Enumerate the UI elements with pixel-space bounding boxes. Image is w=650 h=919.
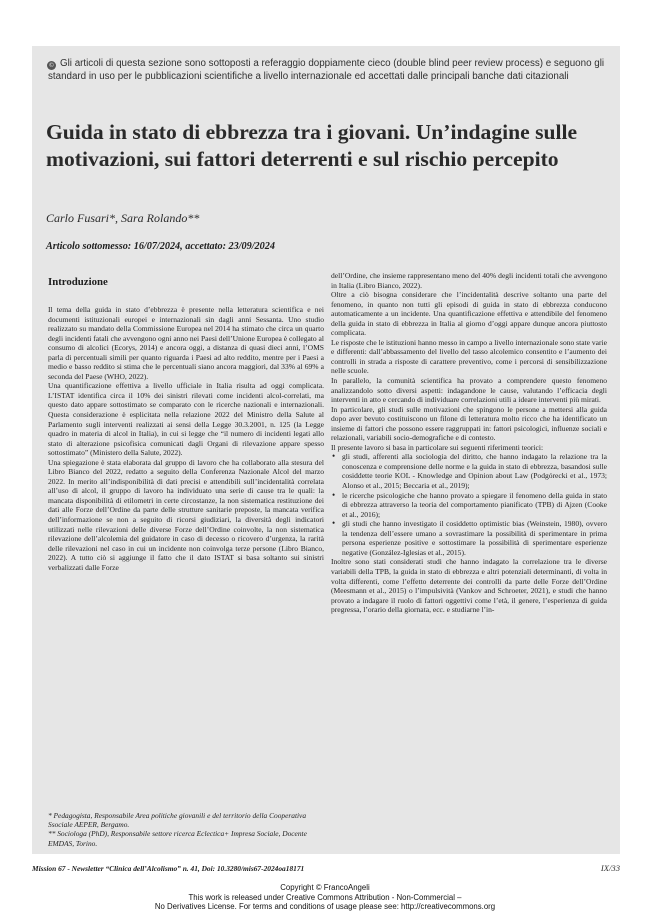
body-paragraph: Il tema della guida in stato d’ebbrezza è presente nella letteratura scientifica e nei documenti istituzionali europei e internazionali sin dagli anni Sessanta. Uno studio realizzato su mandato della Commissione Europea nel 2014 ha stimato che circa un quarto degli incidenti fatali che avvengono ogni anno nei Paesi dell’Unione Europea è collegato al consumo di alcolici (Ecorys, 2014) e ancora oggi, a distanza di quasi dieci anni, l’OMS parla di percentuali simili per quanto riguarda i Paesi ad alto reddito, mentre per i Paesi a medio e basso reddito si stima che le percentuali siano ancora maggiori, dal 33% al 69% a seconda del Paese (WHO, 2022). — [48, 305, 324, 381]
body-paragraph: dell’Ordine, che insieme rappresentano meno del 40% degli incidenti totali che avvengono in Italia (Libro Bianco, 2022). — [331, 271, 607, 290]
body-paragraph: Una spiegazione è stata elaborata dal gruppo di lavoro che ha collaborato alla stesura del Libro Bianco del 2022, redatto a seguito della Conferenza Nazionale Alcol del marzo 2022. In merito all’indisponibilità di dati precisi e attendibili sull’incidentalità correlata all’uso di alcol, il gruppo di lavoro ha individuato una serie di cause tra le quali: la mancata disponibilità di etilometri in certe circostanze, la non sistematica restituzione dei dati alle Forze dell’Ordine da parte delle strutture sanitarie preposte, la mancata verifica dell’informazione se non a seguito di ricorsi giudiziari, la diversità degli indicatori utilizzati nelle rilevazioni delle diverse Forze dell’Ordine coinvolte, la non sistematica rilevazione dell’alcolemia del guidatore in caso di decesso o ricovero d’urgenza, la rarità delle rilevazioni nel caso in cui un incidente non coinvolga terze persone (Libro Bianco, 2022). A tutto ciò si aggiunge il fatto che il dato ISTAT si basa soltanto sui sinistri verbalizzati dalle Forze — [48, 457, 324, 572]
copyright-block — [0, 883, 650, 912]
footnote: ** Sociologa (PhD), Responsabile settore ricerca Eclectica+ Impresa Sociale, Docente EMDAS, Torino. — [48, 829, 307, 848]
list-item: • le ricerche psicologiche che hanno provato a spiegare il fenomeno della guida in stato di ebbrezza attraverso la teoria del comportamento pianificato (TPB) di Ajzen (Cooke et al., 2016); — [342, 491, 607, 520]
article-title: Guida in stato di ebbrezza tra i giovani. Un’indagine sulle motivazioni, sui fattori deterrenti e sul rischio percepito — [46, 120, 578, 171]
peer-review-notice: Gli articoli di questa sezione sono sottoposti a referaggio doppiamente cieco (double blind peer review process) e seguono gli standard in uso per le pubblicazioni scientifiche a livello internazionale ed accettati dalle principali banche dati citazionali — [48, 58, 605, 82]
body-paragraph: Una quantificazione effettiva a livello ufficiale in Italia risulta ad oggi complicata. L’ISTAT identifica circa il 10% dei sinistri rilevati come incidenti alcol-correlati, ma questo dato appare sottostimato se comparato con le ricerche nazionali e internazionali. Questa considerazione è esplicitata nella relazione 2022 del Ministro della Salute al Parlamento sugli interventi realizzati ai sensi della Legge 30.3.2001, n. 125 (la Legge quadro in materia di alcol in Italia), in cui si legge che “il numero di incidenti legati allo stato di alterazione psicofisica comunicati dagli Organi di rilevazione appare spesso sottostimato” (Ministero della Salute, 2022). — [48, 381, 324, 458]
left-column — [48, 276, 324, 572]
journal-citation: Mission 67 - Newsletter “Clinica dell’Alcolismo” n. 41, Doi: 10.3280/mis67-2024oa18171 — [32, 864, 305, 873]
body-paragraph: Le risposte che le istituzioni hanno messo in campo a livello internazionale sono state varie e differenti: dall’abbassamento del livello del tasso alcolemico consentito e l’aumento dei controlli in strada a risposte di carattere preventivo, come i percorsi di sensibilizzazione nelle scuole. — [331, 337, 607, 376]
submission-dates: Articolo sottomesso: 16/07/2024, accettato: 23/09/2024 — [46, 241, 275, 252]
body-paragraph: In parallelo, la comunità scientifica ha provato a comprendere questo fenomeno analizzandolo sotto diversi aspetti: indagandone le cause, valutando l’efficacia degli interventi in atto e cercando di individuare correlazioni utili a ideare interventi più mirati. — [331, 376, 607, 405]
body-paragraph: Oltre a ciò bisogna considerare che l’incidentalità descrive soltanto una parte del fenomeno, in quanto non tutti gli episodi di guida in stato di ebbrezza conducono automaticamente a un incidente. Una quantificazione effettiva e attendibile del fenomeno della guida in stato di ebbrezza in Italia al giorno d’oggi appare dunque ancora piuttosto complicata. — [331, 290, 607, 338]
theory-list — [331, 452, 607, 557]
right-column — [331, 271, 607, 615]
body-paragraph: Il presente lavoro si basa in particolare sui seguenti riferimenti teorici: — [331, 442, 544, 452]
body-paragraph: In particolare, gli studi sulle motivazioni che spingono le persone a mettersi alla guida dopo aver bevuto costituiscono un filone di letteratura molto ricco che ha identificato un insieme di fattori che possono essere raggruppati in: fattori psicologici, influenze sociali e relazionali, variabili socio-demografiche e di contesto. — [331, 404, 607, 443]
article-authors: Carlo Fusari*, Sara Rolando** — [46, 211, 200, 225]
footnote: * Pedagogista, Responsabile Area politiche giovanili e del territorio della Cooperativa Ssociale AEPER, Bergamo. — [48, 811, 307, 830]
list-item: • gli studi, afferenti alla sociologia del diritto, che hanno indagato la relazione tra la conoscenza e comprensione delle norme e la guida in stato di ebbrezza, basandosi sulle cosiddette teorie KOL - Knowledge and Opinion about Law (Podgórecki et al., 1973; Alonso et al., 2015; Beccaria et al., 2019); — [342, 452, 607, 490]
license-line: This work is released under Creative Commons Attribution - Non-Commercial – — [188, 892, 462, 902]
copyright-cc-icon: © — [48, 62, 55, 69]
page-number: IX/33 — [600, 863, 620, 873]
list-item: • gli studi che hanno investigato il cosiddetto optimistic bias (Weinstein, 1980), ovvero la tendenza dell’essere umano a sovrastimare la possibilità di sperimentare in prima persona esperienze positive e sottostimare la possibilità di sperimentare esperienze negative (González-Iglesias et al., 2015). — [342, 519, 607, 557]
author-footnotes — [48, 811, 324, 848]
section-heading: Introduzione — [48, 276, 108, 288]
body-paragraph: Inoltre sono stati considerati studi che hanno indagato la correlazione tra le diverse variabili della TPB, la guida in stato di ebbrezza e altri potenziali determinanti, di volta in volta differenti, come l’effetto deterrente dei controlli da parte delle Forze dell’Ordine (Meesmann et al., 2015) o l’impulsività (Vankov and Schroeter, 2021), e studi che hanno provato a indagare il ruolo di fattori oggettivi come l’età, il genere, l’esperienza di guida pregressa, l’orario della giornata, ecc. e studiarne l’in- — [331, 557, 607, 615]
license-line: No Derivatives License. For terms and conditions of usage please see: http://creativecommons.org — [154, 902, 496, 912]
copyright-line: Copyright © FrancoAngeli — [280, 883, 370, 892]
